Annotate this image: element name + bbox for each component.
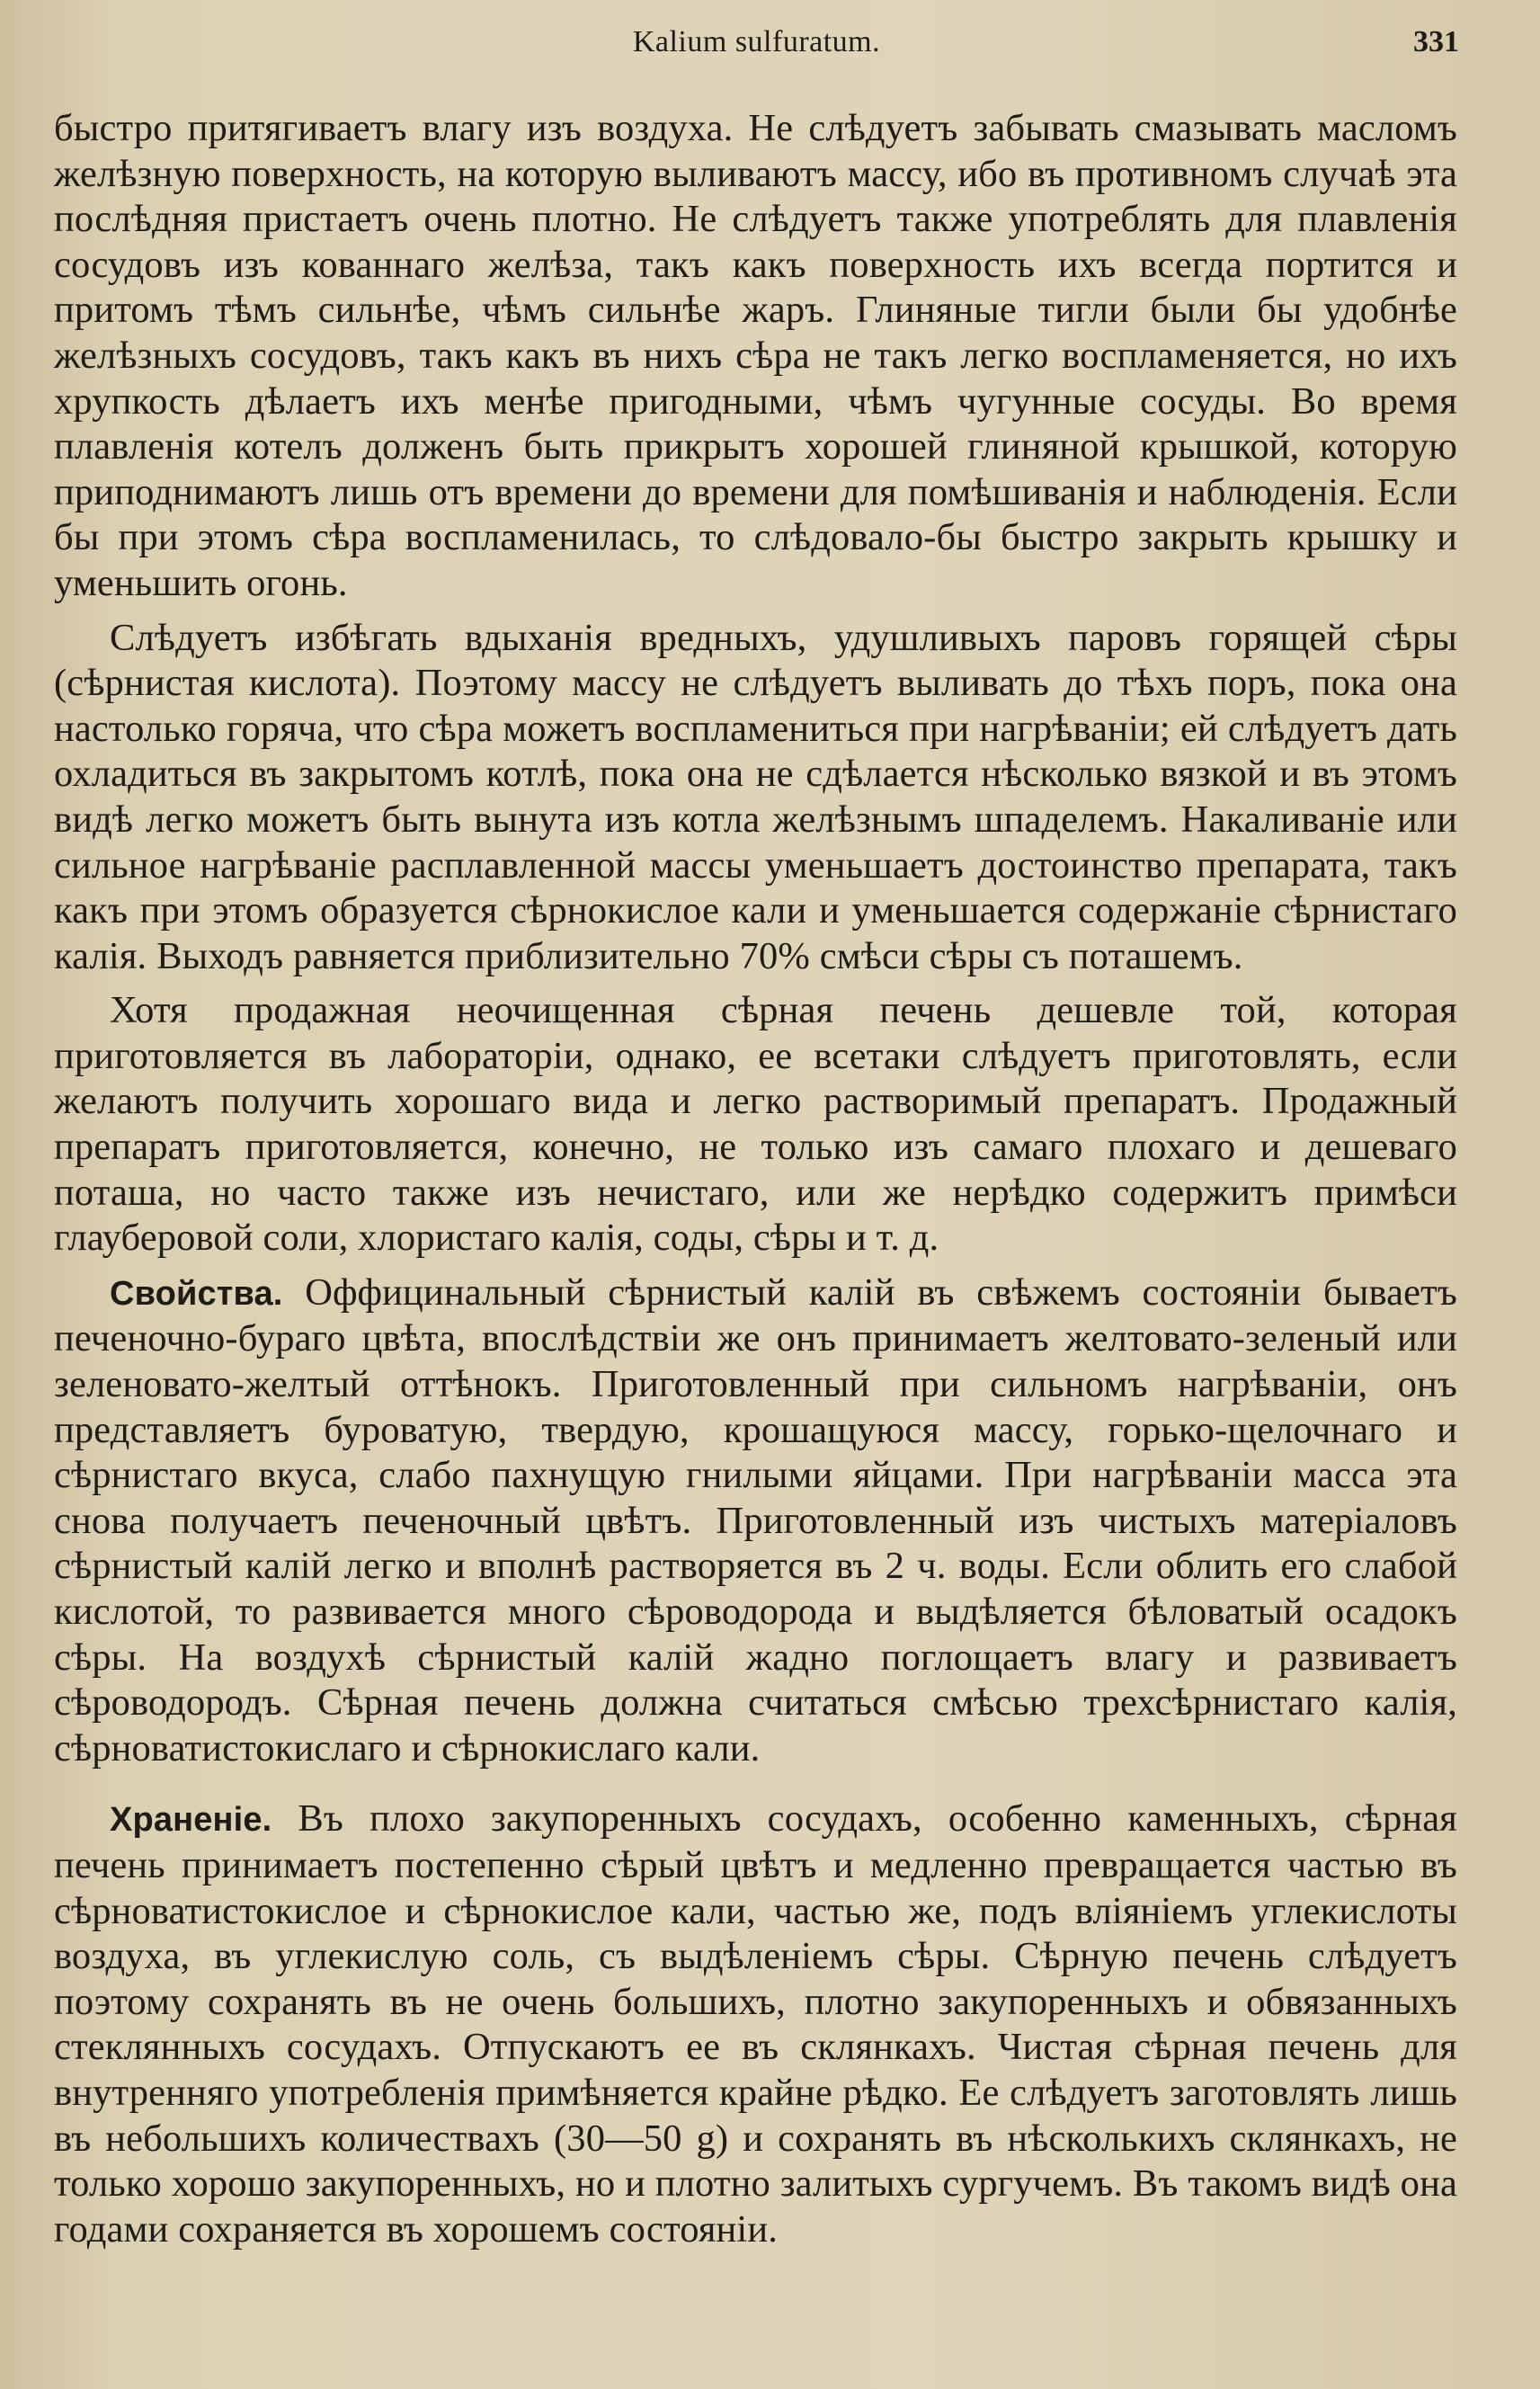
- paragraph-storage: [54, 1796, 1457, 2252]
- page-header: [54, 25, 1459, 70]
- body-text: [54, 106, 1457, 2252]
- paragraph-text: быстро притягиваетъ влагу изъ воздуха. Не слѣдуетъ забывать смазывать масломъ желѣзную поверхность, на которую выливаютъ массу, ибо въ противномъ случаѣ эта послѣдняя пристаетъ очень плотно. Не слѣдуетъ также употреблять для плавленія сосудовъ изъ кованнаго желѣза, такъ какъ поверхность ихъ всегда портится и притомъ тѣмъ сильнѣе, чѣмъ сильнѣе жаръ. Глиняные тигли были бы удобнѣе желѣзныхъ сосудовъ, такъ какъ въ нихъ сѣра не такъ легко воспламеняется, но ихъ хрупкость дѣлаетъ ихъ менѣе пригодными, чѣмъ чугунные сосуды. Во время плавленія котелъ долженъ быть прикрытъ хорошей глиняной крышкой, которую приподнимаютъ лишь отъ времени до времени для помѣшиванія и наблюденія. Если бы при этомъ сѣра воспламенилась, то слѣдовало-бы быстро закрыть крышку и уменьшить огонь.: [54, 107, 1457, 604]
- running-title: Kalium sulfuratum.: [632, 25, 881, 58]
- paragraph-text: Въ плохо закупоренныхъ сосудахъ, особенно каменныхъ, сѣрная печень принимаетъ постепенно сѣрый цвѣтъ и медленно превращается частью въ сѣрноватистокислое и сѣрнокислое кали, частью же, подъ вліяніемъ углекислоты воздуха, въ углекислую соль, съ выдѣленіемъ сѣры. Сѣрную печень слѣдуетъ поэтому сохранять въ не очень большихъ, плотно закупоренныхъ и обвязанныхъ стеклянныхъ сосудахъ. Отпускаютъ ее въ склянкахъ. Чистая сѣрная печень для внутренняго употребленія примѣняется крайне рѣдко. Ее слѣдуетъ заготовлять лишь въ небольшихъ количествахъ (30—50 g) и сохранять въ нѣсколькихъ склянкахъ, не только хорошо закупоренныхъ, но и плотно залитыхъ сургучемъ. Въ такомъ видѣ она годами сохраняется въ хорошемъ состояніи.: [54, 1797, 1457, 2251]
- paragraph-text: Слѣдуетъ избѣгать вдыханія вредныхъ, удушливыхъ паровъ горящей сѣры (сѣрнистая кислота). Поэтому массу не слѣдуетъ выливать до тѣхъ поръ, пока она настолько горяча, что сѣра можетъ воспламениться при нагрѣваніи; ей слѣдуетъ дать охладиться въ закрытомъ котлѣ, пока она не сдѣлается нѣсколько вязкой и въ этомъ видѣ легко можетъ быть вынута изъ котла желѣзнымъ шпаделемъ. Накаливаніе или сильное нагрѣваніе расплавленной массы уменьшаетъ достоинство препарата, такъ какъ при этомъ образуется сѣрнокислое кали и уменьшается содержаніе сѣрнистаго калія. Выходъ равняется приблизительно 70% смѣси сѣры съ поташемъ.: [54, 616, 1457, 977]
- paragraph-commercial: [54, 988, 1457, 1261]
- paragraph-continuation: [54, 106, 1457, 607]
- paragraph-text: Хотя продажная неочищенная сѣрная печень дешевле той, которая приготовляется въ лабораторіи, однако, ее всетаки слѣдуетъ приготовлять, если желаютъ получить хорошаго вида и легко растворимый препаратъ. Продажный препаратъ приготовляется, конечно, не только изъ самаго плохаго и дешеваго поташа, но часто также изъ нечистаго, или же нерѣдко содержитъ примѣси глауберовой соли, хлористаго калія, соды, сѣры и т. д.: [54, 989, 1457, 1260]
- section-heading-storage: Храненіе.: [110, 1801, 298, 1840]
- paragraph-vapors: [54, 616, 1457, 980]
- section-heading-properties: Свойства.: [110, 1274, 306, 1313]
- paragraph-text: Оффицинальный сѣрнистый калій въ свѣжемъ состояніи бываетъ печеночно-бураго цвѣта, впослѣдствіи же онъ принимаетъ желтовато-зеленый или зеленовато-желтый оттѣнокъ. Приготовленный при сильномъ нагрѣваніи, онъ представляетъ буроватую, твердую, крошащуюся массу, горько-щелочнаго и сѣрнистаго вкуса, слабо пахнущую гнилыми яйцами. При нагрѣваніи масса эта снова получаетъ печеночный цвѣтъ. Приготовленный изъ чистыхъ матеріаловъ сѣрнистый калій легко и вполнѣ растворяется въ 2 ч. воды. Если облить его слабой кислотой, то развивается много сѣроводорода и выдѣляется бѣловатый осадокъ сѣры. На воздухѣ сѣрнистый калій жадно поглощаетъ влагу и развиваетъ сѣроводородъ. Сѣрная печень должна считаться смѣсью трехсѣрнистаго калія, сѣрноватистокислаго и сѣрнокислаго кали.: [54, 1270, 1457, 1769]
- paragraph-properties: [54, 1270, 1457, 1772]
- page-number: 331: [1413, 25, 1459, 58]
